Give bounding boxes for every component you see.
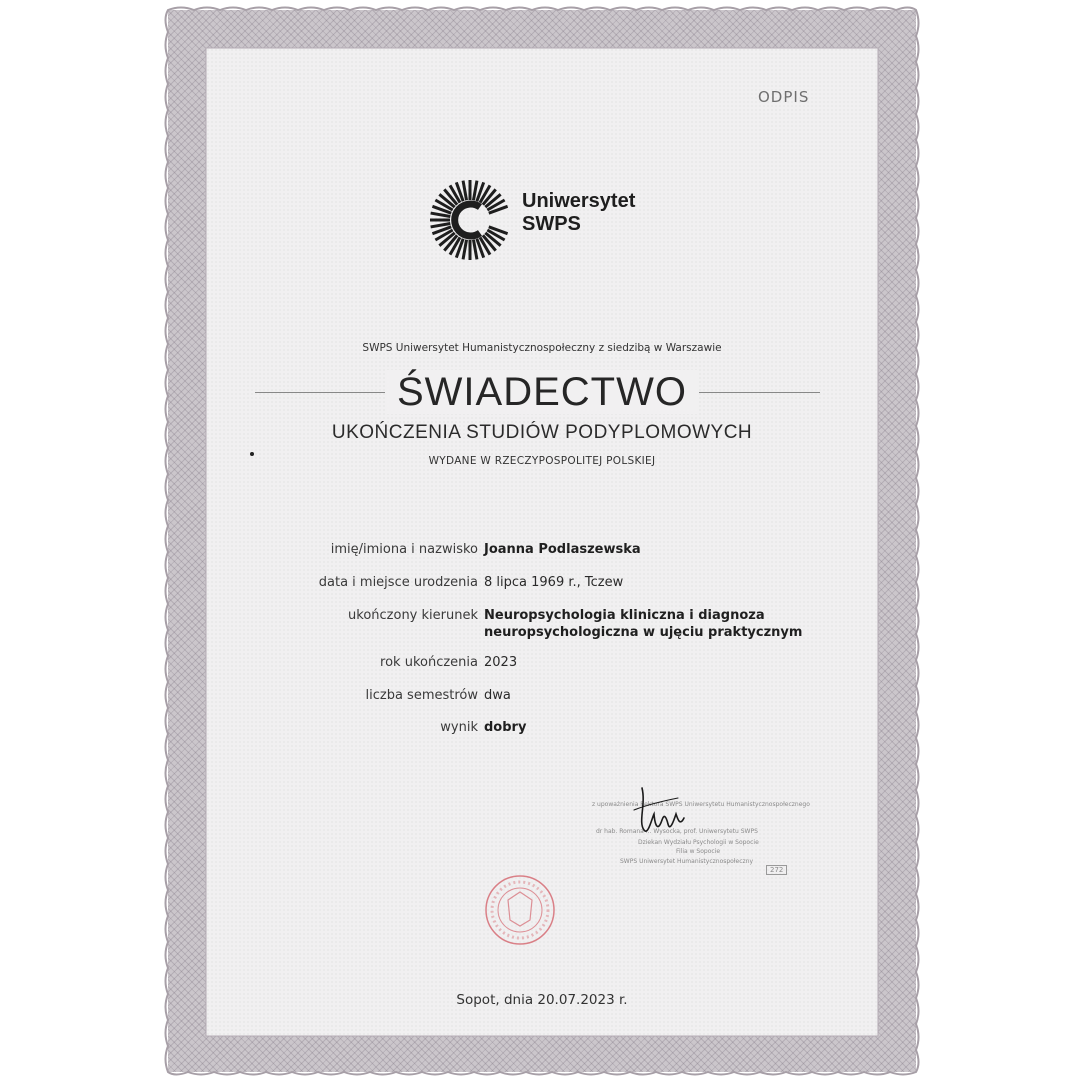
stamp-line-1: z upoważnienia Rektora SWPS Uniwersytetu Humanistycznospołecznego (592, 801, 810, 808)
field-value-semesters: dwa (484, 688, 511, 703)
logo-line-2: SWPS (522, 213, 581, 235)
field-value-name: Joanna Podlaszewska (484, 542, 641, 557)
swps-logo-icon (428, 178, 512, 262)
field-label-program: ukończony kierunek (348, 608, 478, 623)
certificate-title-wrap (206, 368, 878, 416)
logo-line-1: Uniwersytet (522, 190, 636, 212)
field-value-result: dobry (484, 720, 527, 735)
field-label-name: imię/imiona i nazwisko (330, 542, 478, 557)
copy-mark: ODPIS (758, 88, 810, 106)
stamp-ref-number: 272 (766, 865, 787, 875)
stamp-line-4: Filia w Sopocie (676, 848, 721, 855)
stamp-line-3: Dziekan Wydziału Psychologii w Sopocie (638, 839, 759, 846)
field-value-birth: 8 lipca 1969 r., Tczew (484, 575, 624, 590)
signature-stamp-block (590, 795, 810, 875)
place-and-date: Sopot, dnia 20.07.2023 r. (456, 992, 628, 1008)
field-label-semesters: liczba semestrów (365, 688, 478, 703)
field-label-year: rok ukończenia (380, 655, 478, 670)
stamp-line-2: dr hab. Romana ... Wysocka, prof. Uniwersytetu SWPS (596, 828, 758, 835)
issued-in-text: WYDANE W RZECZYPOSPOLITEJ POLSKIEJ (428, 455, 656, 467)
field-value-program-line1: Neuropsychologia kliniczna i diagnoza (484, 608, 765, 623)
field-label-result: wynik (440, 720, 478, 735)
stamp-line-5: SWPS Uniwersytet Humanistycznospołeczny (620, 858, 754, 865)
field-label-birth: data i miejsce urodzenia (318, 575, 478, 590)
issuer-text: SWPS Uniwersytet Humanistycznospołeczny z siedzibą w Warszawie (362, 342, 722, 354)
field-value-program-line2: neuropsychologiczna w ujęciu praktycznym (484, 625, 803, 640)
certificate-title: ŚWIADECTWO (385, 370, 699, 414)
field-value-year: 2023 (484, 655, 518, 670)
official-seal-icon (482, 872, 558, 948)
handwritten-signature (628, 780, 698, 840)
certificate-subtitle: UKOŃCZENIA STUDIÓW PODYPLOMOWYCH (331, 422, 753, 443)
logo-text (522, 190, 635, 236)
